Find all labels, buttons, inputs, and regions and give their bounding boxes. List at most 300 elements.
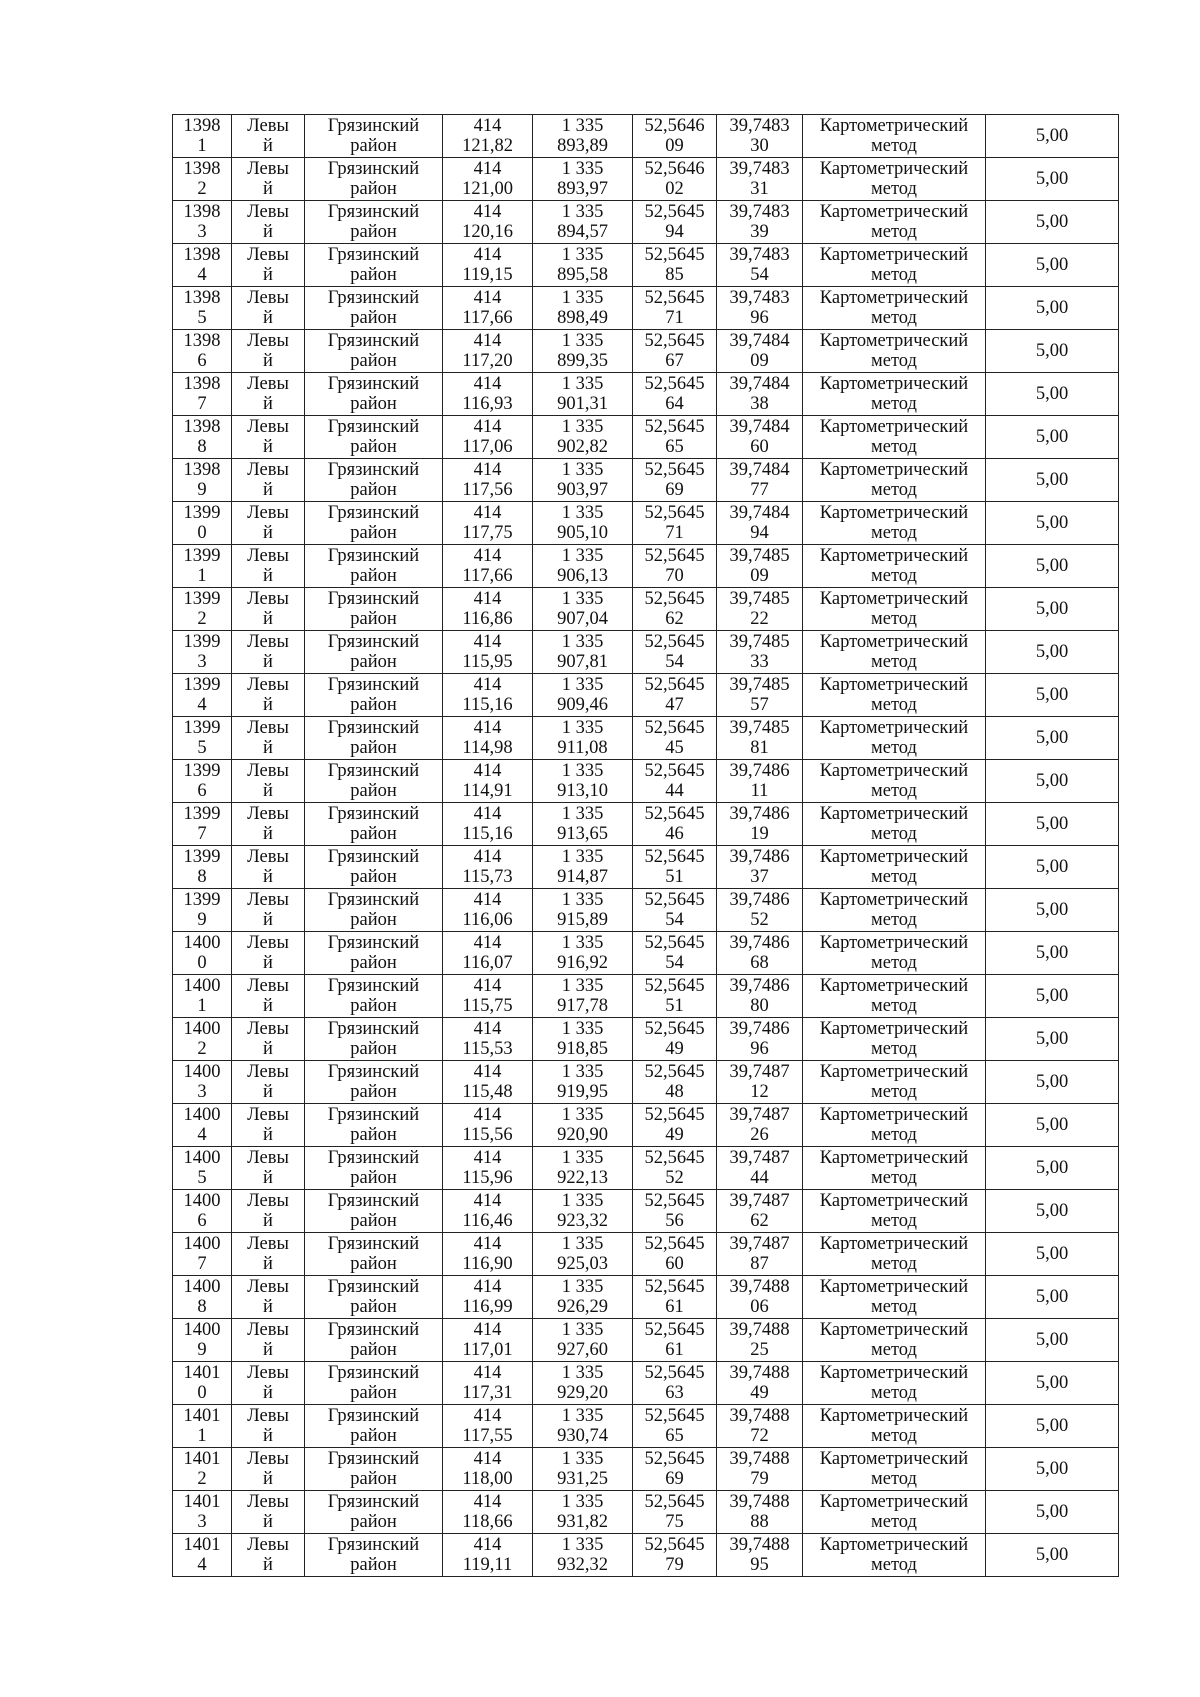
coord-x-line1: 414 <box>473 1406 502 1426</box>
coord-y-cell <box>533 1405 633 1448</box>
latitude-cell <box>633 1491 717 1534</box>
district-line1: Грязинский <box>327 589 420 609</box>
method-line1: Картометрический <box>819 976 969 996</box>
latitude-line2: 70 <box>665 566 684 586</box>
point-number-line2: 1 <box>197 1426 207 1446</box>
side-cell <box>232 1276 305 1319</box>
district-line1: Грязинский <box>327 1363 420 1383</box>
method-cell <box>803 1405 986 1448</box>
district-cell <box>305 1233 443 1276</box>
side-cell <box>232 1448 305 1491</box>
table-row <box>173 760 1119 803</box>
method-line1: Картометрический <box>819 761 969 781</box>
latitude-line2: 09 <box>665 136 684 156</box>
longitude-cell <box>717 1448 803 1491</box>
latitude-line2: 69 <box>665 480 684 500</box>
coord-x-cell <box>443 502 533 545</box>
longitude-line2: 11 <box>750 781 769 801</box>
district-line1: Грязинский <box>327 1105 420 1125</box>
accuracy-cell <box>986 1147 1119 1190</box>
longitude-line2: 68 <box>750 953 769 973</box>
coord-x-line2: 115,95 <box>462 652 513 672</box>
coord-y-line1: 1 335 <box>561 1019 604 1039</box>
coord-x-line2: 116,06 <box>462 910 513 930</box>
method-line1: Картометрический <box>819 632 969 652</box>
coord-x-line2: 115,73 <box>462 867 513 887</box>
accuracy-value: 5,00 <box>1035 598 1069 619</box>
side-line1: Левы <box>247 675 289 695</box>
district-line2: район <box>350 695 397 715</box>
method-line1: Картометрический <box>819 1492 969 1512</box>
district-line2: район <box>350 1211 397 1231</box>
point-number-cell <box>173 1190 232 1233</box>
method-line1: Картометрический <box>819 804 969 824</box>
latitude-cell <box>633 1405 717 1448</box>
latitude-cell <box>633 1061 717 1104</box>
longitude-line2: 80 <box>750 996 769 1016</box>
side-cell <box>232 1190 305 1233</box>
method-line2: метод <box>871 953 917 973</box>
coord-x-cell <box>443 717 533 760</box>
method-cell <box>803 975 986 1018</box>
latitude-line2: 45 <box>665 738 684 758</box>
district-line2: район <box>350 1555 397 1575</box>
side-line2: й <box>263 824 273 844</box>
accuracy-value: 5,00 <box>1035 1114 1069 1135</box>
point-number-cell <box>173 674 232 717</box>
side-cell <box>232 287 305 330</box>
method-cell <box>803 1061 986 1104</box>
latitude-line2: 51 <box>665 867 684 887</box>
longitude-cell <box>717 889 803 932</box>
longitude-line2: 72 <box>750 1426 769 1446</box>
point-number-line1: 1399 <box>183 804 221 824</box>
district-cell <box>305 1534 443 1577</box>
latitude-cell <box>633 416 717 459</box>
table-row <box>173 1190 1119 1233</box>
coord-x-cell <box>443 1534 533 1577</box>
coord-y-line2: 923,32 <box>557 1211 608 1231</box>
side-line2: й <box>263 953 273 973</box>
coord-y-cell <box>533 674 633 717</box>
coord-y-cell <box>533 1534 633 1577</box>
coord-x-line1: 414 <box>473 546 502 566</box>
side-line1: Левы <box>247 331 289 351</box>
district-line1: Грязинский <box>327 804 420 824</box>
method-line1: Картометрический <box>819 1277 969 1297</box>
coord-y-line2: 903,97 <box>557 480 608 500</box>
latitude-line1: 52,5645 <box>644 288 705 308</box>
point-number-line2: 8 <box>197 1297 207 1317</box>
coord-x-cell <box>443 588 533 631</box>
method-line2: метод <box>871 867 917 887</box>
point-number-line2: 2 <box>197 1469 207 1489</box>
method-line2: метод <box>871 523 917 543</box>
side-line1: Левы <box>247 804 289 824</box>
accuracy-value: 5,00 <box>1035 340 1069 361</box>
side-cell <box>232 1147 305 1190</box>
point-number-line2: 4 <box>197 1555 207 1575</box>
method-cell <box>803 330 986 373</box>
coord-x-line2: 117,31 <box>462 1383 513 1403</box>
district-cell <box>305 459 443 502</box>
longitude-line2: 54 <box>750 265 769 285</box>
coord-y-cell <box>533 1233 633 1276</box>
side-line1: Левы <box>247 1406 289 1426</box>
method-cell <box>803 1362 986 1405</box>
method-cell <box>803 588 986 631</box>
district-line2: район <box>350 1512 397 1532</box>
point-number-cell <box>173 115 232 158</box>
point-number-line1: 1401 <box>183 1363 221 1383</box>
accuracy-cell <box>986 1491 1119 1534</box>
coord-x-line2: 116,46 <box>462 1211 513 1231</box>
district-line1: Грязинский <box>327 976 420 996</box>
latitude-line1: 52,5645 <box>644 1492 705 1512</box>
coord-y-line2: 901,31 <box>557 394 608 414</box>
accuracy-cell <box>986 1190 1119 1233</box>
longitude-cell <box>717 975 803 1018</box>
latitude-cell <box>633 1190 717 1233</box>
side-cell <box>232 631 305 674</box>
coord-y-cell <box>533 1190 633 1233</box>
accuracy-cell <box>986 244 1119 287</box>
table-row <box>173 717 1119 760</box>
side-line2: й <box>263 1168 273 1188</box>
district-line2: район <box>350 1469 397 1489</box>
accuracy-value: 5,00 <box>1035 1071 1069 1092</box>
coord-y-line2: 893,89 <box>557 136 608 156</box>
point-number-line1: 1398 <box>183 417 221 437</box>
coord-x-cell <box>443 1104 533 1147</box>
side-cell <box>232 201 305 244</box>
table-row <box>173 1534 1119 1577</box>
coord-y-line2: 917,78 <box>557 996 608 1016</box>
accuracy-cell <box>986 760 1119 803</box>
accuracy-cell <box>986 502 1119 545</box>
district-line1: Грязинский <box>327 374 420 394</box>
latitude-cell <box>633 459 717 502</box>
side-line1: Левы <box>247 1019 289 1039</box>
latitude-line1: 52,5645 <box>644 546 705 566</box>
point-number-line2: 4 <box>197 1125 207 1145</box>
point-number-cell <box>173 1362 232 1405</box>
side-cell <box>232 674 305 717</box>
side-line2: й <box>263 437 273 457</box>
side-line1: Левы <box>247 288 289 308</box>
side-line2: й <box>263 1211 273 1231</box>
coord-y-line2: 927,60 <box>557 1340 608 1360</box>
accuracy-value: 5,00 <box>1035 770 1069 791</box>
side-cell <box>232 115 305 158</box>
table-row <box>173 1276 1119 1319</box>
point-number-line2: 6 <box>197 351 207 371</box>
method-line2: метод <box>871 695 917 715</box>
district-line2: район <box>350 1082 397 1102</box>
point-number-cell <box>173 1405 232 1448</box>
latitude-line2: 79 <box>665 1555 684 1575</box>
coord-y-cell <box>533 1448 633 1491</box>
accuracy-cell <box>986 459 1119 502</box>
side-line2: й <box>263 1383 273 1403</box>
side-cell <box>232 244 305 287</box>
longitude-line1: 39,7483 <box>729 245 790 265</box>
point-number-cell <box>173 1147 232 1190</box>
accuracy-cell <box>986 201 1119 244</box>
side-line1: Левы <box>247 202 289 222</box>
coord-y-cell <box>533 889 633 932</box>
side-line2: й <box>263 1125 273 1145</box>
point-number-line1: 1401 <box>183 1406 221 1426</box>
side-line2: й <box>263 394 273 414</box>
coord-x-cell <box>443 373 533 416</box>
coord-y-line2: 915,89 <box>557 910 608 930</box>
method-cell <box>803 1534 986 1577</box>
method-line2: метод <box>871 222 917 242</box>
accuracy-value: 5,00 <box>1035 1329 1069 1350</box>
method-line1: Картометрический <box>819 1019 969 1039</box>
district-line1: Грязинский <box>327 890 420 910</box>
method-line1: Картометрический <box>819 1449 969 1469</box>
point-number-cell <box>173 760 232 803</box>
accuracy-value: 5,00 <box>1035 512 1069 533</box>
longitude-line2: 62 <box>750 1211 769 1231</box>
side-line1: Левы <box>247 761 289 781</box>
accuracy-cell <box>986 373 1119 416</box>
accuracy-value: 5,00 <box>1035 985 1069 1006</box>
point-number-line2: 7 <box>197 824 207 844</box>
coord-y-line1: 1 335 <box>561 1148 604 1168</box>
latitude-cell <box>633 1147 717 1190</box>
coord-y-line2: 894,57 <box>557 222 608 242</box>
point-number-cell <box>173 1319 232 1362</box>
district-line1: Грязинский <box>327 632 420 652</box>
district-line1: Грязинский <box>327 1492 420 1512</box>
accuracy-cell <box>986 1319 1119 1362</box>
coord-x-line1: 414 <box>473 460 502 480</box>
method-line2: метод <box>871 265 917 285</box>
side-cell <box>232 760 305 803</box>
latitude-cell <box>633 330 717 373</box>
point-number-line2: 0 <box>197 523 207 543</box>
side-line2: й <box>263 910 273 930</box>
coord-x-line1: 414 <box>473 503 502 523</box>
coord-y-cell <box>533 330 633 373</box>
latitude-line1: 52,5645 <box>644 1148 705 1168</box>
table-row <box>173 373 1119 416</box>
method-cell <box>803 1448 986 1491</box>
district-line2: район <box>350 136 397 156</box>
coord-x-cell <box>443 1233 533 1276</box>
coord-x-line2: 117,06 <box>462 437 513 457</box>
latitude-line2: 62 <box>665 609 684 629</box>
latitude-line2: 65 <box>665 437 684 457</box>
district-line2: район <box>350 910 397 930</box>
side-cell <box>232 158 305 201</box>
side-line1: Левы <box>247 976 289 996</box>
coord-x-line2: 117,20 <box>462 351 513 371</box>
accuracy-cell <box>986 416 1119 459</box>
point-number-line2: 6 <box>197 1211 207 1231</box>
point-number-line1: 1400 <box>183 1062 221 1082</box>
coord-y-line1: 1 335 <box>561 202 604 222</box>
longitude-line1: 39,7483 <box>729 288 790 308</box>
latitude-line2: 65 <box>665 1426 684 1446</box>
longitude-line2: 81 <box>750 738 769 758</box>
point-number-cell <box>173 846 232 889</box>
point-number-line1: 1398 <box>183 245 221 265</box>
coord-x-line1: 414 <box>473 1492 502 1512</box>
latitude-cell <box>633 1448 717 1491</box>
method-line2: метод <box>871 437 917 457</box>
coord-y-line2: 906,13 <box>557 566 608 586</box>
accuracy-value: 5,00 <box>1035 1544 1069 1565</box>
district-line1: Грязинский <box>327 1535 420 1555</box>
accuracy-value: 5,00 <box>1035 168 1069 189</box>
longitude-line1: 39,7484 <box>729 503 790 523</box>
coord-y-line1: 1 335 <box>561 331 604 351</box>
longitude-line1: 39,7487 <box>729 1062 790 1082</box>
coord-x-line1: 414 <box>473 1449 502 1469</box>
coord-y-cell <box>533 459 633 502</box>
point-number-cell <box>173 631 232 674</box>
district-line1: Грязинский <box>327 761 420 781</box>
point-number-line2: 5 <box>197 1168 207 1188</box>
longitude-line1: 39,7486 <box>729 933 790 953</box>
point-number-line1: 1400 <box>183 1019 221 1039</box>
latitude-line1: 52,5645 <box>644 503 705 523</box>
coord-x-line1: 414 <box>473 1019 502 1039</box>
method-line2: метод <box>871 1426 917 1446</box>
point-number-line2: 8 <box>197 437 207 457</box>
accuracy-value: 5,00 <box>1035 1028 1069 1049</box>
side-cell <box>232 1491 305 1534</box>
coord-y-line1: 1 335 <box>561 1492 604 1512</box>
point-number-line1: 1400 <box>183 1191 221 1211</box>
method-cell <box>803 674 986 717</box>
latitude-cell <box>633 760 717 803</box>
accuracy-cell <box>986 1448 1119 1491</box>
latitude-line1: 52,5645 <box>644 1062 705 1082</box>
table-row <box>173 545 1119 588</box>
latitude-line2: 49 <box>665 1039 684 1059</box>
accuracy-cell <box>986 158 1119 201</box>
table-row <box>173 244 1119 287</box>
latitude-line1: 52,5645 <box>644 1019 705 1039</box>
method-line1: Картометрический <box>819 331 969 351</box>
district-line2: район <box>350 480 397 500</box>
method-line1: Картометрический <box>819 288 969 308</box>
method-line2: метод <box>871 1125 917 1145</box>
accuracy-value: 5,00 <box>1035 856 1069 877</box>
coord-x-line1: 414 <box>473 1363 502 1383</box>
method-cell <box>803 502 986 545</box>
latitude-line1: 52,5645 <box>644 675 705 695</box>
side-cell <box>232 1319 305 1362</box>
coord-y-line1: 1 335 <box>561 761 604 781</box>
table-row <box>173 330 1119 373</box>
table-row <box>173 1061 1119 1104</box>
method-cell <box>803 201 986 244</box>
coord-x-cell <box>443 803 533 846</box>
district-cell <box>305 674 443 717</box>
coord-x-line1: 414 <box>473 675 502 695</box>
coord-y-cell <box>533 158 633 201</box>
coord-x-line2: 117,66 <box>462 308 513 328</box>
method-cell <box>803 803 986 846</box>
side-cell <box>232 1405 305 1448</box>
point-number-cell <box>173 1448 232 1491</box>
longitude-line1: 39,7486 <box>729 976 790 996</box>
coord-x-line2: 117,56 <box>462 480 513 500</box>
district-line1: Грязинский <box>327 331 420 351</box>
district-cell <box>305 1319 443 1362</box>
method-cell <box>803 545 986 588</box>
coord-x-cell <box>443 889 533 932</box>
accuracy-value: 5,00 <box>1035 641 1069 662</box>
coord-x-line1: 414 <box>473 1148 502 1168</box>
coord-x-line2: 115,48 <box>462 1082 513 1102</box>
district-line2: район <box>350 1426 397 1446</box>
coord-x-cell <box>443 1319 533 1362</box>
method-line1: Картометрический <box>819 933 969 953</box>
district-line2: район <box>350 1168 397 1188</box>
longitude-line2: 25 <box>750 1340 769 1360</box>
longitude-cell <box>717 1405 803 1448</box>
district-line2: район <box>350 1297 397 1317</box>
method-line1: Картометрический <box>819 374 969 394</box>
coord-y-line1: 1 335 <box>561 804 604 824</box>
point-number-line1: 1401 <box>183 1492 221 1512</box>
table-row <box>173 1448 1119 1491</box>
coord-x-line2: 118,66 <box>462 1512 513 1532</box>
coord-y-line2: 931,82 <box>557 1512 608 1532</box>
district-cell <box>305 1405 443 1448</box>
district-line2: район <box>350 1125 397 1145</box>
latitude-line1: 52,5645 <box>644 804 705 824</box>
side-line1: Левы <box>247 847 289 867</box>
coord-x-line2: 121,00 <box>462 179 513 199</box>
district-line1: Грязинский <box>327 245 420 265</box>
coord-y-line1: 1 335 <box>561 374 604 394</box>
method-cell <box>803 1104 986 1147</box>
accuracy-value: 5,00 <box>1035 555 1069 576</box>
latitude-line2: 49 <box>665 1125 684 1145</box>
coord-x-cell <box>443 1448 533 1491</box>
coord-x-line1: 414 <box>473 159 502 179</box>
coord-y-line2: 911,08 <box>557 738 608 758</box>
point-number-line2: 2 <box>197 179 207 199</box>
coord-x-cell <box>443 1362 533 1405</box>
district-cell <box>305 1018 443 1061</box>
accuracy-cell <box>986 631 1119 674</box>
longitude-line2: 49 <box>750 1383 769 1403</box>
point-number-cell <box>173 1491 232 1534</box>
method-line2: метод <box>871 1340 917 1360</box>
coord-x-cell <box>443 201 533 244</box>
accuracy-value: 5,00 <box>1035 1372 1069 1393</box>
side-line1: Левы <box>247 1062 289 1082</box>
coord-x-line1: 414 <box>473 847 502 867</box>
table-row <box>173 1491 1119 1534</box>
coord-x-line1: 414 <box>473 890 502 910</box>
latitude-cell <box>633 846 717 889</box>
coord-y-cell <box>533 201 633 244</box>
side-line2: й <box>263 1512 273 1532</box>
latitude-cell <box>633 244 717 287</box>
side-line2: й <box>263 695 273 715</box>
latitude-line2: 48 <box>665 1082 684 1102</box>
